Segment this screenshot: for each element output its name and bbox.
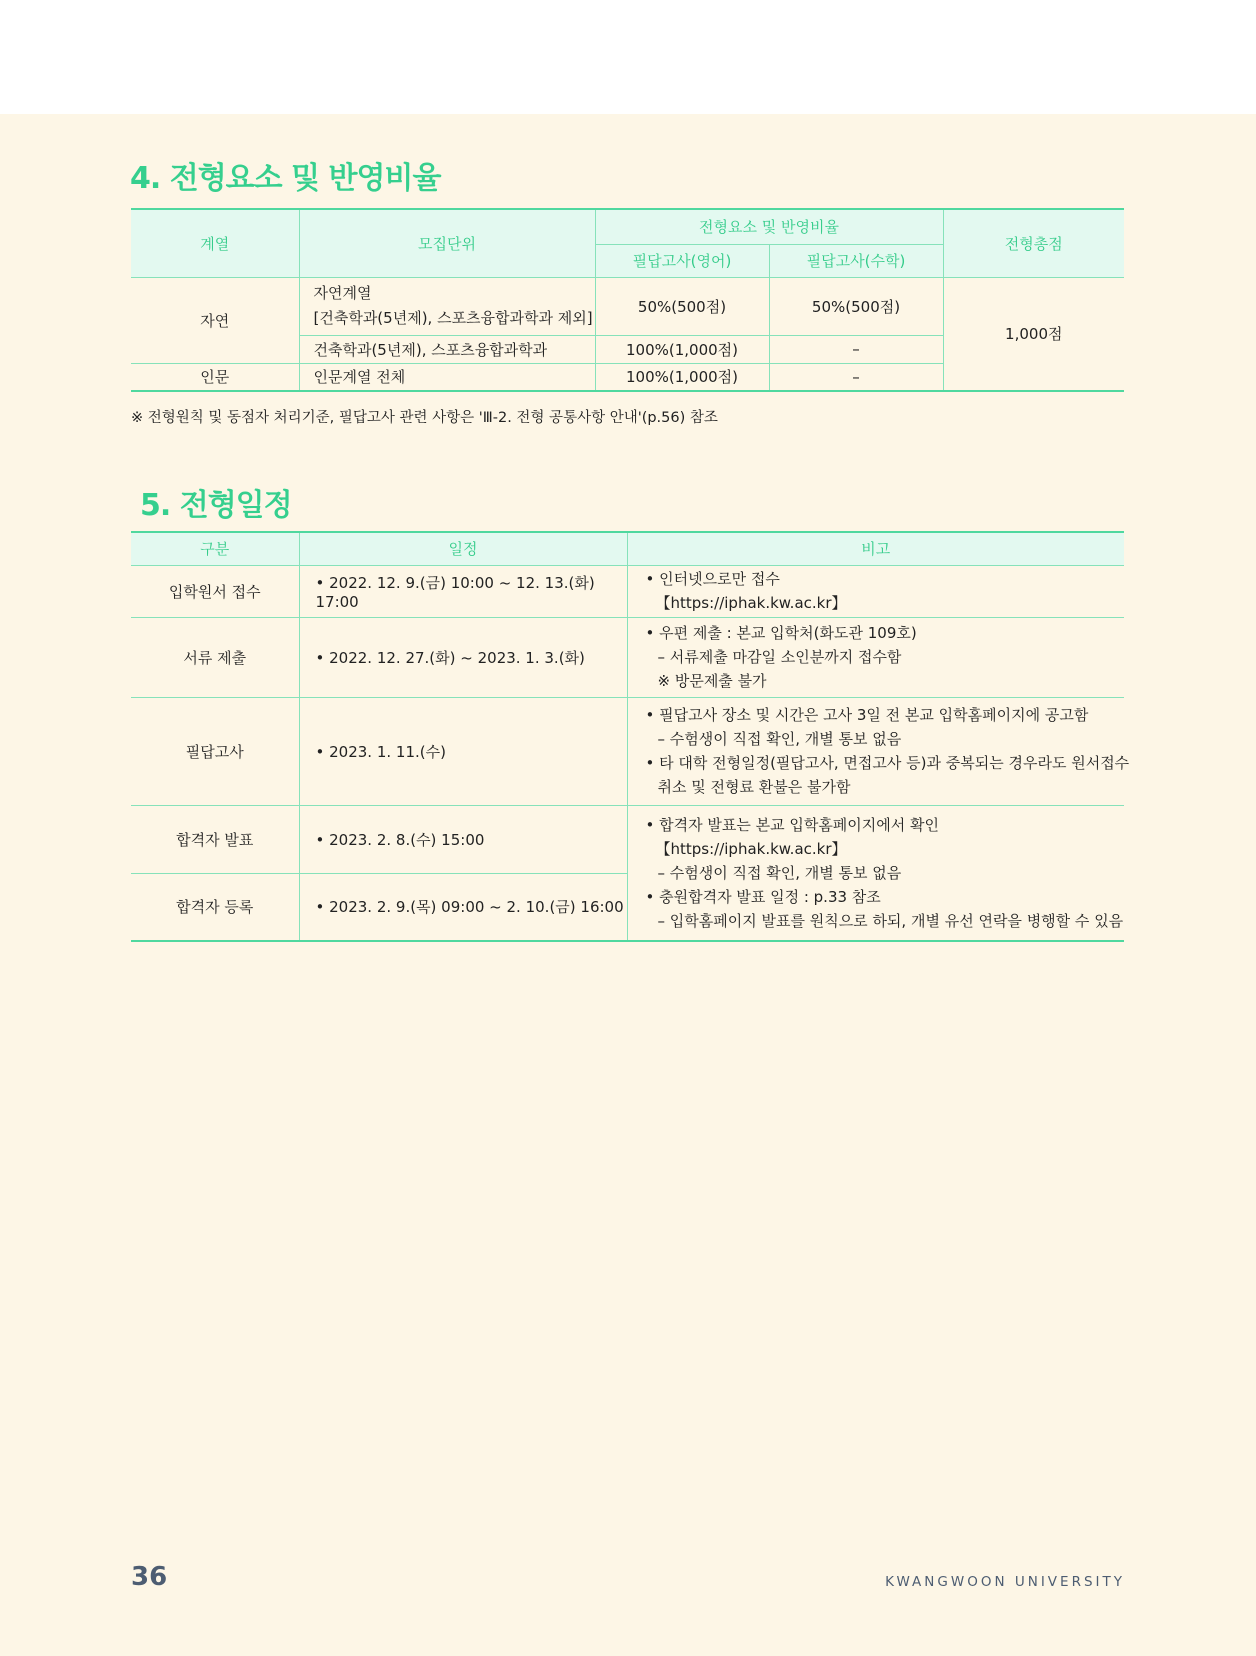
table-row	[131, 565, 1124, 617]
header-english-exam: 필답고사(영어)	[595, 244, 769, 277]
header-division: 구분	[131, 532, 299, 565]
section-5-title: 5. 전형일정	[140, 488, 292, 523]
schedule-table	[131, 531, 1130, 942]
header-total-score: 전형총점	[943, 209, 1124, 277]
category-cell: 인문	[131, 363, 299, 391]
table-row	[131, 617, 1124, 697]
division-cell: 필답고사	[131, 697, 299, 805]
remark-line: • 충원합격자 발표 일정 : p.33 참조	[645, 887, 881, 906]
unit-cell	[299, 277, 595, 335]
math-ratio-cell: 50%(500점)	[769, 277, 943, 335]
remark-line: – 입학홈페이지 발표를 원칙으로 하되, 개별 유선 연락을 병행할 수 있음	[657, 911, 1124, 930]
remark-line: ※ 방문제출 불가	[657, 672, 767, 690]
header-recruit-unit: 모집단위	[299, 209, 595, 277]
schedule-cell: • 2022. 12. 9.(금) 10:00 ~ 12. 13.(화) 17:00	[299, 565, 627, 617]
remarks-cell	[627, 697, 1130, 805]
remark-line: – 서류제출 마감일 소인분까지 접수함	[657, 648, 902, 666]
unit-cell: 인문계열 전체	[299, 363, 595, 391]
remark-line: 취소 및 전형료 환불은 불가함	[657, 778, 851, 796]
header-element-group: 전형요소 및 반영비율	[595, 209, 943, 244]
remark-line: • 필답고사 장소 및 시간은 고사 3일 전 본교 입학홈페이지에 공고함	[645, 706, 1089, 724]
unit-line: [건축학과(5년제), 스포츠융합과학과 제외]	[313, 309, 593, 327]
math-ratio-cell: –	[769, 335, 943, 363]
division-cell: 입학원서 접수	[131, 565, 299, 617]
remark-line: 【https://iphak.kw.ac.kr】	[655, 839, 847, 858]
schedule-cell: • 2023. 2. 9.(목) 09:00 ~ 2. 10.(금) 16:00	[299, 873, 627, 941]
schedule-cell: • 2022. 12. 27.(화) ~ 2023. 1. 3.(화)	[299, 617, 627, 697]
remark-line: 【https://iphak.kw.ac.kr】	[655, 594, 847, 612]
math-ratio-cell: –	[769, 363, 943, 391]
remarks-cell	[627, 565, 1124, 617]
remark-line: • 우편 제출 : 본교 입학처(화도관 109호)	[645, 624, 917, 642]
header-schedule: 일정	[299, 532, 627, 565]
schedule-cell: • 2023. 2. 8.(수) 15:00	[299, 805, 627, 873]
header-math-exam: 필답고사(수학)	[769, 244, 943, 277]
remark-line: – 수험생이 직접 확인, 개별 통보 없음	[657, 730, 902, 748]
english-ratio-cell: 100%(1,000점)	[595, 363, 769, 391]
header-category: 계열	[131, 209, 299, 277]
section-4-title: 4. 전형요소 및 반영비율	[130, 161, 441, 196]
english-ratio-cell: 100%(1,000점)	[595, 335, 769, 363]
selection-ratio-table	[131, 208, 1124, 392]
total-score-cell: 1,000점	[943, 277, 1124, 391]
remark-line: • 타 대학 전형일정(필답고사, 면접고사 등)과 중복되는 경우라도 원서접수	[645, 754, 1130, 772]
unit-cell: 건축학과(5년제), 스포츠융합과학과	[299, 335, 595, 363]
university-name: KWANGWOON UNIVERSITY	[885, 1574, 1125, 1590]
table-row	[131, 697, 1124, 805]
remarks-cell	[627, 805, 1124, 941]
schedule-cell: • 2023. 1. 11.(수)	[299, 697, 627, 805]
remarks-cell	[627, 617, 1124, 697]
division-cell: 합격자 등록	[131, 873, 299, 941]
table-row	[131, 277, 1124, 335]
remark-line: • 합격자 발표는 본교 입학홈페이지에서 확인	[645, 815, 940, 834]
section-4-footnote: ※ 전형원칙 및 동점자 처리기준, 필답고사 관련 사항은 'Ⅲ-2. 전형 공통사항 안내'(p.56) 참조	[131, 410, 718, 426]
unit-line: 자연계열	[313, 284, 372, 302]
division-cell: 합격자 발표	[131, 805, 299, 873]
category-cell: 자연	[131, 277, 299, 363]
top-margin	[0, 0, 1256, 114]
remark-line: – 수험생이 직접 확인, 개별 통보 없음	[657, 863, 902, 882]
remark-line: • 인터넷으로만 접수	[645, 570, 780, 588]
table-row	[131, 805, 1124, 873]
english-ratio-cell: 50%(500점)	[595, 277, 769, 335]
header-remarks: 비고	[627, 532, 1124, 565]
division-cell: 서류 제출	[131, 617, 299, 697]
page-number: 36	[131, 1562, 168, 1592]
